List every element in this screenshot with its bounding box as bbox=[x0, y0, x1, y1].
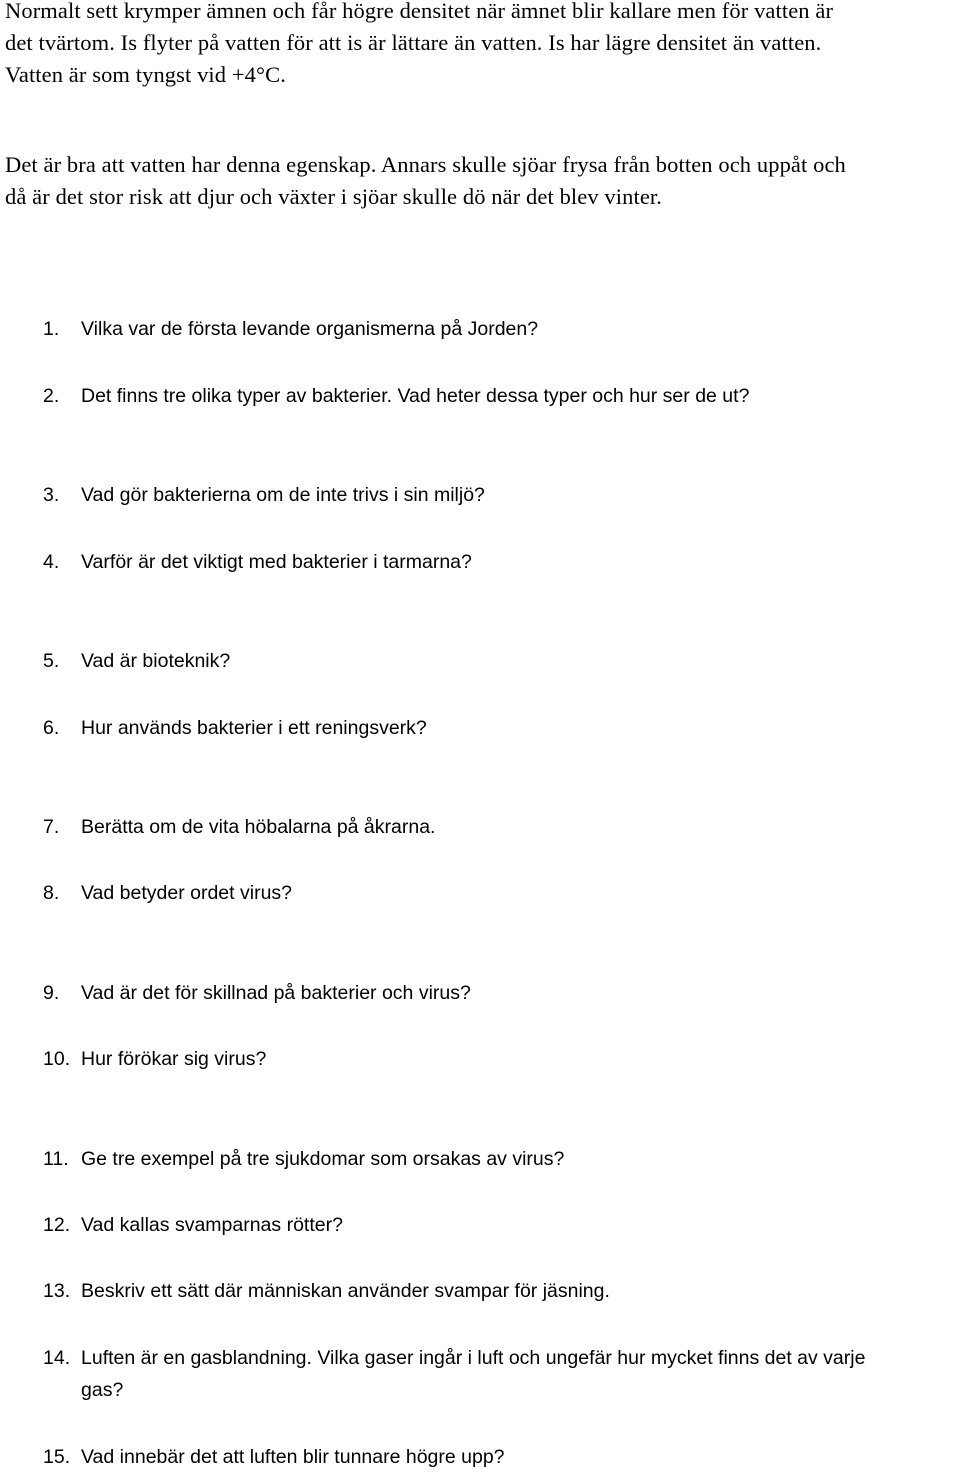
question-number: 13. bbox=[43, 1280, 71, 1302]
question-number: 6. bbox=[43, 717, 60, 739]
question-text bbox=[81, 1342, 959, 1406]
paragraph-line: Det är bra att vatten har denna egenskap. Annars skulle sjöar frysa från botten och uppåt och bbox=[5, 152, 846, 177]
question-text: Vad betyder ordet virus? bbox=[81, 882, 293, 904]
question-text: Vad gör bakterierna om de inte trivs i sin miljö? bbox=[81, 484, 485, 506]
question-text: Hur används bakterier i ett reningsverk? bbox=[81, 717, 427, 739]
question-text: Ge tre exempel på tre sjukdomar som orsakas av virus? bbox=[81, 1148, 565, 1170]
question-number: 1. bbox=[43, 318, 60, 340]
question-text: Berätta om de vita höbalarna på åkrarna. bbox=[81, 816, 436, 838]
paragraph-line: Vatten är som tyngst vid +4°C. bbox=[5, 62, 286, 87]
question-text: Vad är det för skillnad på bakterier och virus? bbox=[81, 982, 471, 1004]
question-text: Hur förökar sig virus? bbox=[81, 1048, 267, 1070]
question-text: Det finns tre olika typer av bakterier. Vad heter dessa typer och hur ser de ut? bbox=[81, 385, 750, 407]
paragraph-line: det tvärtom. Is flyter på vatten för att is är lättare än vatten. Is har lägre densitet än vatten. bbox=[5, 30, 822, 55]
question-number: 3. bbox=[43, 484, 60, 506]
question-number: 14. bbox=[43, 1347, 71, 1369]
question-number: 4. bbox=[43, 551, 60, 573]
question-text: Varför är det viktigt med bakterier i tarmarna? bbox=[81, 551, 472, 573]
question-number: 12. bbox=[43, 1214, 71, 1236]
question-number: 15. bbox=[43, 1446, 71, 1468]
question-number: 11. bbox=[43, 1148, 69, 1170]
question-number: 2. bbox=[43, 385, 60, 407]
question-text: Vad kallas svamparnas rötter? bbox=[81, 1214, 343, 1236]
question-text: Vad är bioteknik? bbox=[81, 650, 231, 672]
question-number: 9. bbox=[43, 982, 60, 1004]
question-number: 8. bbox=[43, 882, 60, 904]
paragraph-line: Normalt sett krymper ämnen och får högre densitet när ämnet blir kallare men för vatten är bbox=[5, 0, 834, 23]
question-text-line: Luften är en gasblandning. Vilka gaser ingår i luft och ungefär hur mycket finns det av varje bbox=[81, 1347, 866, 1369]
question-text: Vilka var de första levande organismerna på Jorden? bbox=[81, 318, 539, 340]
question-number: 5. bbox=[43, 650, 60, 672]
intro-paragraph-water-property bbox=[5, 149, 957, 213]
question-text: Beskriv ett sätt där människan använder svampar för jäsning. bbox=[81, 1280, 610, 1302]
question-text: Vad innebär det att luften blir tunnare högre upp? bbox=[81, 1446, 505, 1468]
question-number: 7. bbox=[43, 816, 60, 838]
paragraph-line: då är det stor risk att djur och växter i sjöar skulle dö när det blev vinter. bbox=[5, 184, 662, 209]
intro-paragraph-water-density bbox=[5, 0, 957, 91]
question-number: 10. bbox=[43, 1048, 71, 1070]
question-text-line: gas? bbox=[81, 1379, 124, 1401]
